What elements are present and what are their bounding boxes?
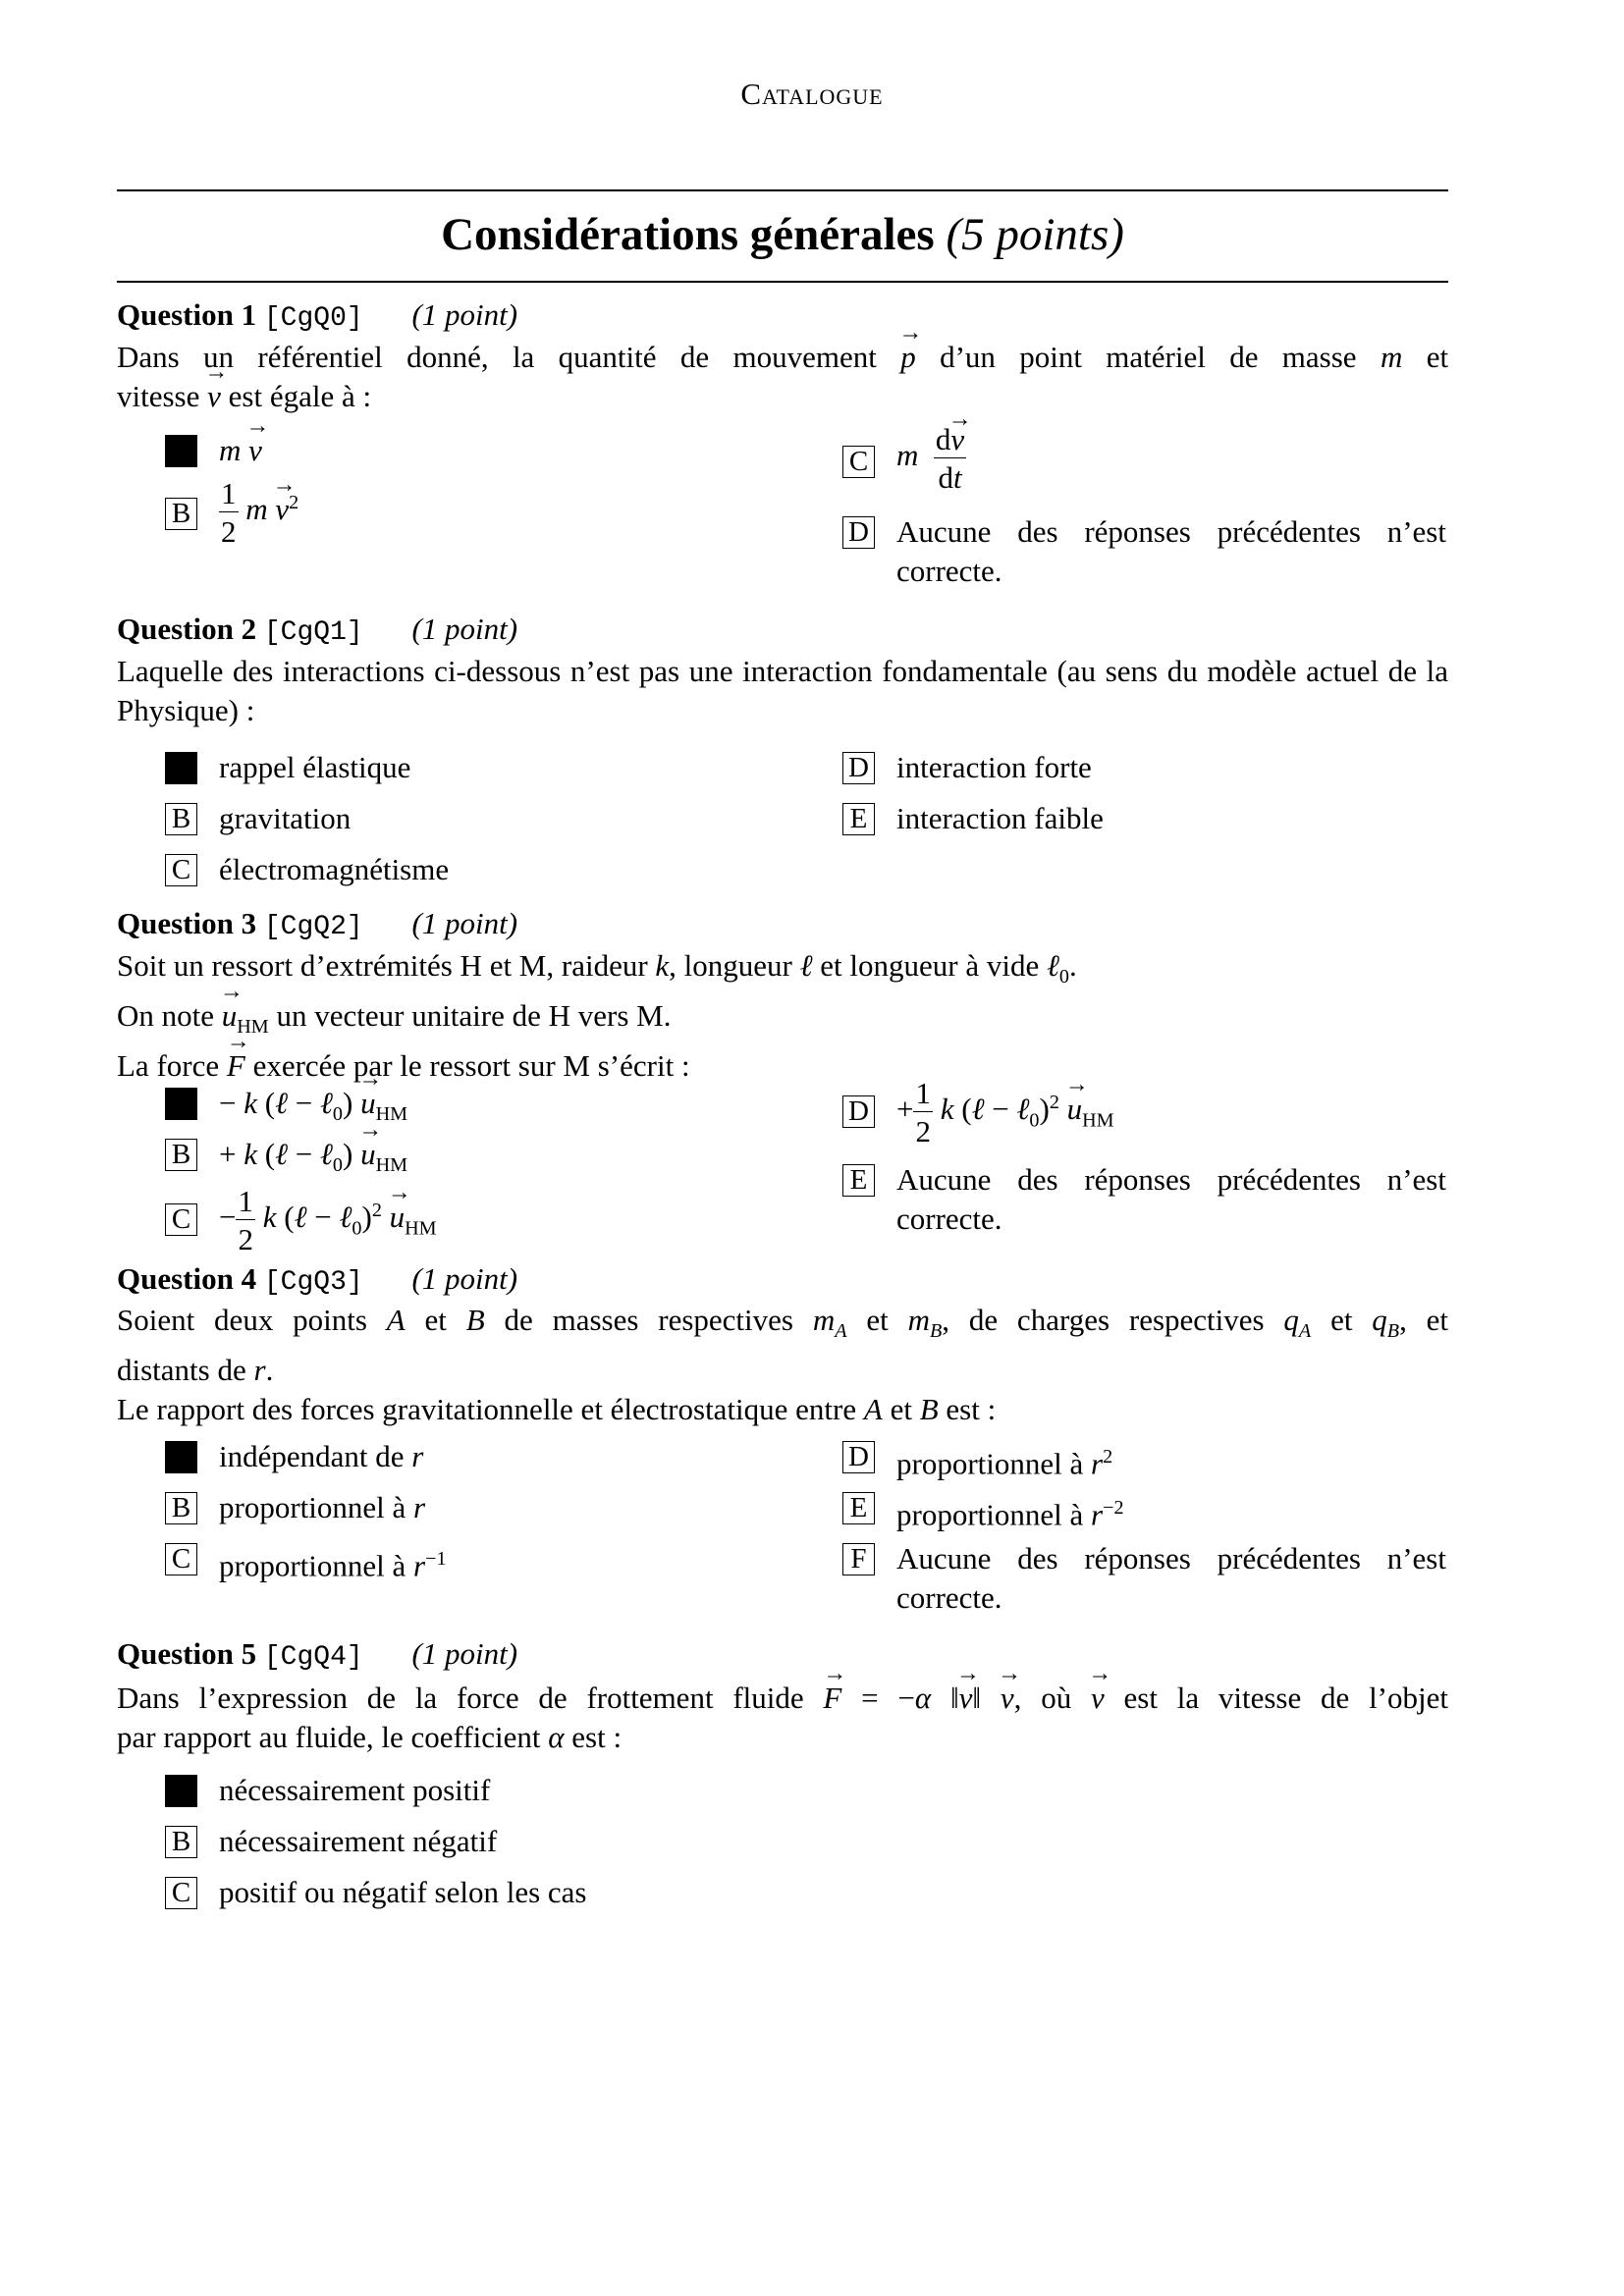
answer-checkbox-c[interactable]: C	[165, 1543, 197, 1575]
answer-b-text: nécessairement négatif	[219, 1824, 498, 1858]
section-rule-bottom	[117, 281, 1448, 283]
answer-checkbox-a[interactable]	[165, 1088, 197, 1120]
question-4-answers-left	[165, 1439, 754, 1583]
answer-checkbox-c[interactable]: C	[842, 446, 875, 478]
answer-d-text: interaction forte	[896, 750, 1092, 784]
answer-checkbox-f[interactable]: F	[842, 1543, 875, 1575]
answer-a-text: m → v	[219, 431, 262, 470]
page-header	[0, 77, 1624, 112]
answer-checkbox-b[interactable]: B	[165, 1139, 197, 1171]
answer-e-text: Aucune des réponses précédentes n’est correcte.	[896, 1162, 1446, 1236]
answer-checkbox-d[interactable]: D	[842, 752, 875, 784]
answer-checkbox-d[interactable]: D	[842, 516, 875, 549]
question-5-text: Dans l’expression de la force de frottement fluide → F = −α ‖→ v‖ → v, où → v est la vitesse de l’objet par rapport au fluide, le coefficient α est :	[117, 1679, 1448, 1757]
answer-b-text: proportionnel à r	[219, 1490, 426, 1524]
header-title: Catalogue	[740, 77, 884, 111]
answer-checkbox-a[interactable]	[165, 752, 197, 784]
answer-d-text: Aucune des réponses précédentes n’est correcte.	[896, 514, 1446, 588]
answer-checkbox-c[interactable]: C	[165, 1203, 197, 1236]
question-2-answers-right	[842, 752, 1451, 840]
answer-f-text: Aucune des réponses précédentes n’est correcte.	[896, 1541, 1446, 1615]
answer-checkbox-b[interactable]: B	[165, 803, 197, 835]
answer-a-text: − k (ℓ − ℓ$_0$) → $u_{HM}$	[219, 1084, 407, 1134]
answer-checkbox-d[interactable]: D	[842, 1441, 875, 1473]
answer-d-text: proportionnel à $r^2$	[896, 1446, 1113, 1481]
question-1-answers-left	[165, 433, 754, 549]
question-4-text: Soient deux points A et B de masses respectives $m_A$ et $m_B$, de charges respectives $q_A$ et $q_B$, et distants de r. Le rapport des forces gravitationnelle et électrostatique entre A et B est :	[117, 1303, 1449, 1427]
answer-checkbox-d[interactable]: D	[842, 1095, 875, 1128]
answer-checkbox-b[interactable]: B	[165, 498, 197, 530]
answer-checkbox-a[interactable]	[165, 1441, 197, 1473]
question-4-header: Question 4 [CgQ3] (1 point)	[117, 1261, 518, 1298]
question-3-answers-right	[842, 1078, 1451, 1245]
answer-checkbox-b[interactable]: B	[165, 1492, 197, 1524]
answer-checkbox-a[interactable]	[165, 435, 197, 467]
answer-c-text: positif ou négatif selon les cas	[219, 1875, 587, 1909]
answer-checkbox-e[interactable]: E	[842, 1492, 875, 1524]
question-2-header: Question 2 [CgQ1] (1 point)	[117, 612, 518, 648]
question-points: (1 point)	[411, 297, 518, 332]
question-4-answers-right	[842, 1441, 1451, 1618]
question-code: [CgQ0]	[263, 303, 363, 334]
answer-c-text: électromagnétisme	[219, 852, 450, 886]
answer-c-text: m $\frac{d\to v}{dt}$	[896, 424, 966, 493]
question-label: Question 1	[117, 297, 257, 332]
answer-checkbox-c[interactable]: C	[165, 854, 197, 886]
question-3-text: Soit un ressort d’extrémités H et M, raideur k, longueur ℓ et longueur à vide ℓ$_0$. On note → $u_{HM}$ un vecteur unitaire de H vers M. La force → F exercée par le ressort sur M s’écrit :	[117, 946, 1448, 1086]
answer-c-text: − $\frac{1}{2}$ k (ℓ − ℓ$_0$)$^2$ → $u_{HM}$	[219, 1186, 437, 1255]
answer-checkbox-b[interactable]: B	[165, 1826, 197, 1858]
section-rule-top	[117, 189, 1448, 191]
answer-d-text: + $\frac{1}{2}$ k (ℓ − ℓ$_0$)$^2$ → $u_{HM}$	[896, 1078, 1114, 1147]
question-5-answers	[165, 1775, 950, 1912]
answer-a-text: rappel élastique	[219, 750, 411, 784]
answer-e-text: proportionnel à $r^{-2}$	[896, 1497, 1124, 1532]
question-3-answers-left	[165, 1088, 754, 1255]
question-3-header: Question 3 [CgQ2] (1 point)	[117, 906, 518, 942]
answer-checkbox-e[interactable]: E	[842, 1164, 875, 1197]
answer-checkbox-e[interactable]: E	[842, 803, 875, 835]
answer-b-text: $\frac{1}{2}$ $m \to v^2$	[219, 478, 298, 547]
answer-a-text: nécessairement positif	[219, 1773, 491, 1807]
answer-checkbox-a[interactable]	[165, 1775, 197, 1807]
section-points: (5 points)	[946, 209, 1124, 260]
section-title-text: Considérations générales	[441, 209, 935, 260]
answer-checkbox-c[interactable]: C	[165, 1877, 197, 1909]
answer-b-text: gravitation	[219, 801, 352, 835]
question-1-header	[117, 297, 517, 334]
answer-a-text: indépendant de r	[219, 1439, 424, 1473]
answer-c-text: proportionnel à $r^{-1}$	[219, 1548, 447, 1583]
question-1-answers-right	[842, 424, 1451, 596]
section-title	[117, 208, 1448, 261]
question-2-text: Laquelle des interactions ci-dessous n’est pas une interaction fondamentale (au sens du modèle actuel de la Physique) :	[117, 654, 1448, 727]
question-2-answers-left	[165, 752, 754, 889]
answer-b-text: + k (ℓ − ℓ$_0$) → $u_{HM}$	[219, 1135, 407, 1185]
question-5-header: Question 5 [CgQ4] (1 point)	[117, 1636, 518, 1673]
question-1-text: Dans un référentiel donné, la quantité de mouvement → p d’un point matériel de masse m et vitesse → v est égale à :	[117, 338, 1448, 416]
answer-e-text: interaction faible	[896, 801, 1104, 835]
